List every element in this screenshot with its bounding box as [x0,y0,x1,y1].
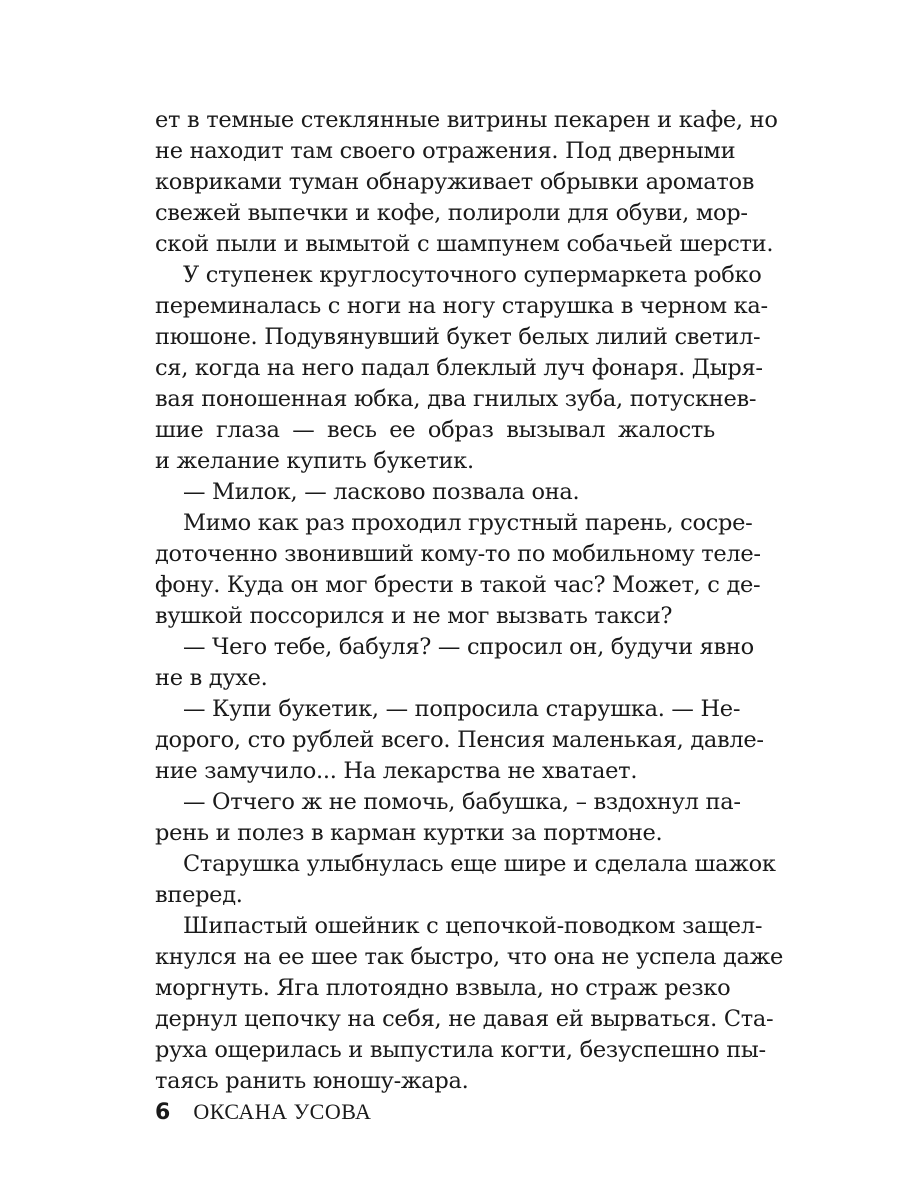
text-line: таясь ранить юношу-жара. [155,1068,469,1094]
page-number: 6 [155,1100,171,1125]
text-line: моргнуть. Яга плотоядно взвыла, но страж резко [155,975,731,1001]
text-line: дернул цепочку на себя, не давая ей вырваться. Ста- [155,1006,774,1032]
text-line: дорого, сто рублей всего. Пенсия маленькая, давле- [155,727,764,753]
text-line: — Чего тебе, бабуля? — спросил он, будучи явно [183,634,754,660]
text-line: — Отчего ж не помочь, бабушка, – вздохнул па- [183,789,741,815]
text-line: рень и полез в карман куртки за портмоне. [155,820,663,846]
text-line: свежей выпечки и кофе, полироли для обуви, мор- [155,200,748,226]
text-line: не в духе. [155,665,268,691]
text-line: ковриками туман обнаруживает обрывки ароматов [155,169,755,195]
text-line: ся, когда на него падал блеклый луч фонаря. Дыря- [155,355,763,381]
running-footer-author: ОКСАНА УСОВА [193,1099,372,1124]
text-line: вперед. [155,882,243,908]
text-line: Старушка улыбнулась еще шире и сделала шажок [183,851,776,877]
text-line: Шипастый ошейник с цепочкой-поводком защел- [183,913,763,939]
text-line: пюшоне. Подувянувший букет белых лилий светил- [155,324,761,350]
page-footer [155,1097,371,1128]
text-line: шие глаза — весь ее образ вызывал жалость [155,417,715,443]
text-line: — Купи букетик, — попросила старушка. — Не- [183,696,741,722]
text-line: и желание купить букетик. [155,448,474,474]
text-line: кнулся на ее шее так быстро, что она не успела даже [155,944,784,970]
text-line: фону. Куда он мог брести в такой час? Может, с де- [155,572,761,598]
text-line: руха ощерилась и выпустила когти, безуспешно пы- [155,1037,766,1063]
text-line: У ступенек круглосуточного супермаркета робко [183,262,762,288]
page-body-text [155,105,784,1097]
text-line: Мимо как раз проходил грустный парень, сосре- [183,510,753,536]
text-line: вушкой поссорился и не мог вызвать такси? [155,603,673,629]
text-line: не находит там своего отражения. Под дверными [155,138,736,164]
text-line: доточенно звонивший кому-то по мобильному теле- [155,541,761,567]
text-line: ской пыли и вымытой с шампунем собачьей шерсти. [155,231,774,257]
text-line: переминалась с ноги на ногу старушка в черном ка- [155,293,768,319]
text-line: ние замучило... На лекарства не хватает. [155,758,638,784]
text-line: ет в темные стеклянные витрины пекарен и кафе, но [155,107,778,133]
text-line: вая поношенная юбка, два гнилых зуба, потускнев- [155,386,757,412]
text-line: — Милок, — ласково позвала она. [183,479,580,505]
